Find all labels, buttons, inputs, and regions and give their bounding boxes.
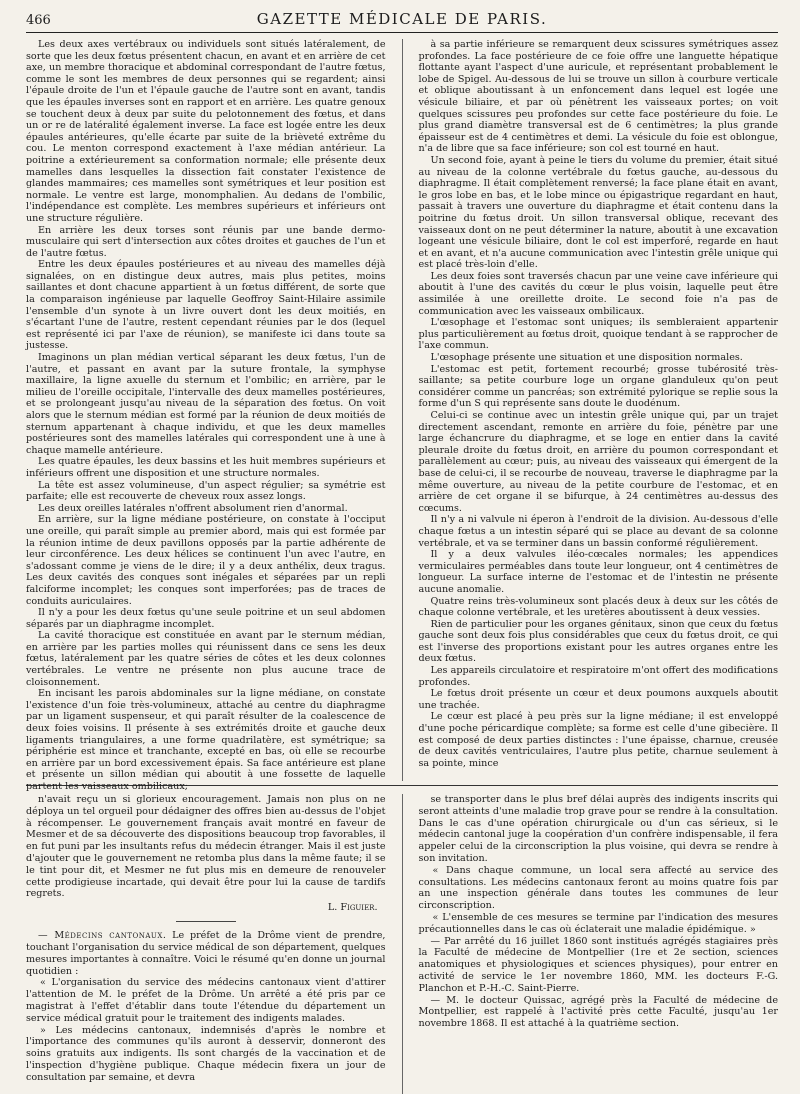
column-divider [402, 39, 403, 781]
running-title: GAZETTE MÉDICALE DE PARIS. [256, 10, 548, 28]
quote-paragraph: « L'ensemble de ces mesures se termine par l'indication des mesures précautionnelles dans le cas où éclaterait une maladie épidémique. » [418, 911, 778, 935]
news-item [26, 930, 386, 977]
quote-paragraph: » Les médecins cantonaux, indemnisés d'après le nombre et l'importance des communes qu'ils auront à desservir, donneront des soins gratuits aux indigents. Ils sont chargés de la vaccination et de l'inspection d'hygiène publique. Chaque médecin fixera un jour de consultation par semaine, et devra [26, 1024, 386, 1083]
paragraph: Quatre reins très-volumineux sont placés deux à deux sur les côtés de chaque colonne vertébrale, et les uretères aboutissent à deux vessies. [418, 595, 778, 619]
paragraph: En arrière les deux torses sont réunis par une bande dermo-musculaire qui sert d'intersection aux côtes droites et gauches de l'un et de l'autre fœtus. [26, 224, 386, 259]
paragraph: Les appareils circulatoire et respiratoire m'ont offert des modifications profondes. [418, 665, 778, 688]
page-number: 466 [26, 13, 51, 28]
paragraph: Il y a deux valvules iléo-cœcales normales; les appendices vermiculaires perméables dans toute leur longueur, ont 4 centimètres de longueur. La surface interne de l'estomac et de l'intestin ne présente aucune anomalie. [418, 549, 778, 595]
paragraph: Imaginons un plan médian vertical séparant les deux fœtus, l'un de l'autre, et passant en avant par la suture frontale, la symphyse maxillaire, la ligne axuelle du sternum et l'ombilic; en arrière, par le milieu de l'oreille occipitale, l'intervalle des deux mamelles postérieures, et se prolongeant jusqu'au niveau de la séparation des fœtus. On voit alors que le sternum médian est formé par la réunion de deux moitiés de sternum appartenant à chaque individu, et que les deux mamelles postérieures sont des mamelles latérales qui correspondent une à une à chaque mamelle antérieure. [26, 352, 386, 456]
paragraph: Il n'y a ni valvule ni éperon à l'endroit de la division. Au-dessous d'elle chaque fœtus a un intestin séparé qui se place au devant de sa colonne vertébrale, et va se terminer dans un bassin conformé régulièrement. [418, 514, 778, 549]
paragraph: Les quatre épaules, les deux bassins et les huit membres supérieurs et inférieurs offrent une disposition et une structure normales. [26, 456, 386, 479]
column-right [419, 39, 779, 781]
section-divider [176, 921, 236, 922]
paragraph: La tête est assez volumineuse, d'un aspect régulier; sa symétrie est parfaite; elle est recouverte de cheveux roux assez longs. [26, 479, 386, 503]
paragraph: à sa partie inférieure se remarquent deux scissures symétriques assez profondes. La face postérieure de ce foie offre une languette hépatique flottante ayant l'aspect d'une auricule, et représentant probablement le lobe de Spigel. Au-dessous de lui se trouve un sillon à courbure verticale et oblique aboutissant à un enfoncement dans lequel est logée une vésicule biliaire, et par où pénètrent les vaisseaux portes; on voit quelques scissures peu profondes sur cette face postérieure du foie. Le plus grand diamètre transversal est de 6 centimètres; la plus grande épaisseur est de 4 centimètres et demi. La vésicule du foie est oblongue, n'a de libre que sa face inférieure; son col est tourné en haut. [418, 39, 778, 155]
paragraph: Les deux axes vertébraux ou individuels sont situés latéralement, de sorte que les deux fœtus présentent chacun, en avant et en arrière de cet axe, un membre thoracique et abdominal correspondant de l'autre fœtus, comme le sont les membres de deux personnes qui se regardent; ainsi l'épaule droite de l'un et l'épaule gauche de l'autre sont en avant, tandis que les épaules inverses sont en rapport et en arrière. Les quatre genoux se touchent deux à deux par suite du pelotonnement des fœtus, et dans un or re de latéralité également inverse. La face est logée entre les deux épaules antérieures, qu'elle écarte par suite de la brièveté extrême du cou. Le menton correspond exactement à l'axe médian antérieur. La poitrine a extérieurement sa conformation normale; elle présente deux mamelles dans lesquelles la dissection fait constater l'existence de glandes mammaires; ces mamelles sont symétriques et leur position est normale. Le ventre est large, monomphalien. Au dedans de l'ombilic, l'indépendance est complète. Les membres supérieurs et inférieurs ont une structure régulière. [26, 39, 386, 224]
news-item: — M. le docteur Quissac, agrégé près la Faculté de médecine de Montpellier, est rappelé à l'activité près cette Faculté, jusqu'au 1er novembre 1868. Il est attaché à la quatrième section. [418, 994, 778, 1030]
paragraph: Celui-ci se continue avec un intestin grêle unique qui, par un trajet directement ascendant, remonte en arrière du foie, pénètre par une large échancrure du diaphragme, et se loge en entier dans la cavité pleurale droite du fœtus droit, en arrière du poumon correspondant et parallèlement au cœur; puis, au niveau des vaisseaux qui émergent de la base de celui-ci, il se recourbe de nouveau, traverse le diaphragme par la même ouverture, au niveau de la petite courbure de l'estomac, et en arrière de cet organe il se bifurque, à 24 centimètres au-dessus des cœcums. [418, 410, 778, 514]
paragraph: se transporter dans le plus bref délai auprès des indigents inscrits qui seront atteints d'une maladie trop grave pour se rendre à la consultation. Dans le cas d'une opération chirurgicale ou d'un cas sérieux, si le médecin cantonal juge la coopération d'un confrère indispensable, il fera appeler celui de la circonscription la plus voisine, qui devra se rendre à son invitation. [418, 794, 778, 864]
paragraph: Les deux oreilles latérales n'offrent absolument rien d'anormal. [38, 502, 348, 514]
paragraph: n'avait reçu un si glorieux encouragement. Jamais non plus on ne déploya un tel orgueil pour dédaigner des offres bien au-dessus de l'objet à récompenser. Le gouvernement français avait montré en faveur de Mesmer et de sa découverte des dispositions beaucoup trop favorables, il en fut puni par les insultants refus du médecin étranger. Mais il est juste d'ajouter que le gouvernement ne retomba plus dans la même faute; il se le tint pour dit, et Mesmer ne fut plus mis en demeure de renouveler cette prodigieuse incartade, qui devait être pour lui la cause de tardifs regrets. [26, 794, 386, 900]
column-left [26, 39, 386, 792]
author-signature: L. Figuier. [327, 902, 378, 914]
paragraph: Rien de particulier pour les organes génitaux, sinon que ceux du fœtus gauche sont deux fois plus considérables que ceux du fœtus droit, ce qui est l'inverse des proportions existant pour les autres organes entre les deux fœtus. [418, 618, 778, 665]
paragraph: Le cœur est placé à peu près sur la ligne médiane; il est enveloppé d'une poche péricardique complète; sa forme est celle d'une gibecière. Il est composé de deux parties distinctes : l'une épaisse, charnue, creusée de deux cavités ventriculaires, l'autre plus petite, charnue seulement à sa pointe, mince [418, 711, 778, 769]
section-title: — Médecins cantonaux. [38, 930, 167, 942]
paragraph: L'estomac est petit, fortement recourbé; grosse tubérosité très-saillante; sa petite courbure loge un organe glanduleux qu'on peut considérer comme un pancréas; son extrémité pylorique se replie sous la forme d'un S qui représente sans doute le duodénum. [418, 363, 778, 410]
quote-paragraph: « Dans chaque commune, un local sera affecté au service des consultations. Les médecins cantonaux feront au moins quatre fois par an une inspection générale dans toutes les communes de leur circonscription. [418, 864, 778, 912]
paragraph: Il n'y a pour les deux fœtus qu'une seule poitrine et un seul abdomen séparés par un diaphragme incomplet. [26, 607, 386, 630]
article-bottom [26, 794, 778, 1094]
paragraph: En arrière, sur la ligne médiane postérieure, on constate à l'occiput une oreille, qui paraît simple au premier abord, mais qui est formée par la réunion intime de deux pavillons opposés par la partie adhérente de leur circonférence. Les deux hélices se continuent l'un avec l'autre, en s'adossant comme je viens de le dire; il y a deux anthélix, deux tragus. Les deux cavités des conques sont inégales et séparées par un repli falciforme incomplet; les conques sont imperforées; pas de traces de conduits auriculaires. [26, 514, 386, 607]
paragraph: Le fœtus droit présente un cœur et deux poumons auxquels aboutit une trachée. [418, 688, 778, 711]
paragraph: En incisant les parois abdominales sur la ligne médiane, on constate l'existence d'un foie très-volumineux, attaché au centre du diaphragme par un ligament suspenseur, et qui paraît résulter de la coalescence de deux foies voisins. Il présente à ses extrémités droite et gauche deux ligaments triangulaires, a une forme quadrilatère, est symétrique; sa périphérie est mince et tranchante, excepté en bas, où elle se recourbe en arrière par un bord excessivement épais. Sa face antérieure est plane et présente un sillon médian qui aboutit à une fossette de laquelle partent les vaisseaux ombilicaux; [26, 688, 386, 792]
paragraph: Un second foie, ayant à peine le tiers du volume du premier, était situé au niveau de la colonne vertébrale du fœtus gauche, au-dessous du diaphragme. Il était complètement renversé; la face plane était en avant, le gros lobe en bas, et le lobe mince ou épigastrique regardant en haut, passait à travers une ouverture du diaphragme et était contenu dans la poitrine du fœtus droit. Un sillon transversal oblique, recevant des vaisseaux dont on ne peut déterminer la nature, aboutit à une excavation logeant une vésicule biliaire, dont le col est imperforé, regarde en haut et en avant, et n'a aucune communication avec l'intestin grêle unique qui est placé très-loin d'elle. [418, 154, 778, 271]
paragraph: L'œsophage présente une situation et une disposition normales. [430, 352, 743, 364]
paragraph: Les deux foies sont traversés chacun par une veine cave inférieure qui aboutit à l'une des cavités du cœur le plus voisin, laquelle peut être assimilée à une oreillette droite. Le second foie n'a pas de communication avec les vaisseaux ombilicaux. [418, 270, 778, 317]
page-header [26, 10, 778, 33]
article-top [26, 39, 778, 792]
section-intro: Le préfet de la Drôme vient de prendre, touchant l'organisation du service médical de son département, quelques mesures importantes à connaître. Voici le résumé qu'en donne un journal quotidien : [26, 930, 386, 977]
column-divider [402, 794, 403, 1094]
paragraph: L'œsophage et l'estomac sont uniques; ils sembleraient appartenir plus particulièrement au fœtus droit, quoique tendant à se rapprocher de l'axe commun. [418, 317, 778, 352]
news-item: — Par arrêté du 16 juillet 1860 sont institués agrégés stagiaires près la Faculté de médecine de Montpellier (1re et 2e section, sciences anatomiques et physiologiques et sciences physiques), pour entrer en activité de service le 1er novembre 1860, MM. les docteurs F.-G. Planchon et P.-H.-C. Saint-Pierre. [418, 935, 778, 994]
quote-paragraph: « L'organisation du service des médecins cantonaux vient d'attirer l'attention de M. le préfet de la Drôme. Un arrêté a été pris par ce magistrat à l'effet d'établir dans toute l'étendue du département un service médical gratuit pour le traitement des indigents malades. [26, 977, 386, 1024]
paragraph: La cavité thoracique est constituée en avant par le sternum médian, en arrière par les parties molles qui réunissent dans ce sens les deux fœtus, latéralement par les quatre séries de côtes et les deux colonnes vertébrales. Le ventre ne présente non plus aucune trace de cloisonnement. [26, 630, 386, 688]
paragraph: Entre les deux épaules postérieures et au niveau des mamelles déjà signalées, on en distingue deux autres, mais plus petites, moins saillantes et dont chacune appartient à un fœtus différent, de sorte que la comparaison ingénieuse par laquelle Geoffroy Saint-Hilaire assimile l'ensemble d'un synote à un livre ouvert dont les deux moitiés, en s'écartant l'une de l'autre, restent cependant réunies par le dos (lequel est représenté ici par l'axe de réunion), se manifeste ici dans toute sa justesse. [26, 259, 386, 352]
bottom-column-left [26, 794, 386, 1094]
bottom-column-right [419, 794, 779, 1094]
